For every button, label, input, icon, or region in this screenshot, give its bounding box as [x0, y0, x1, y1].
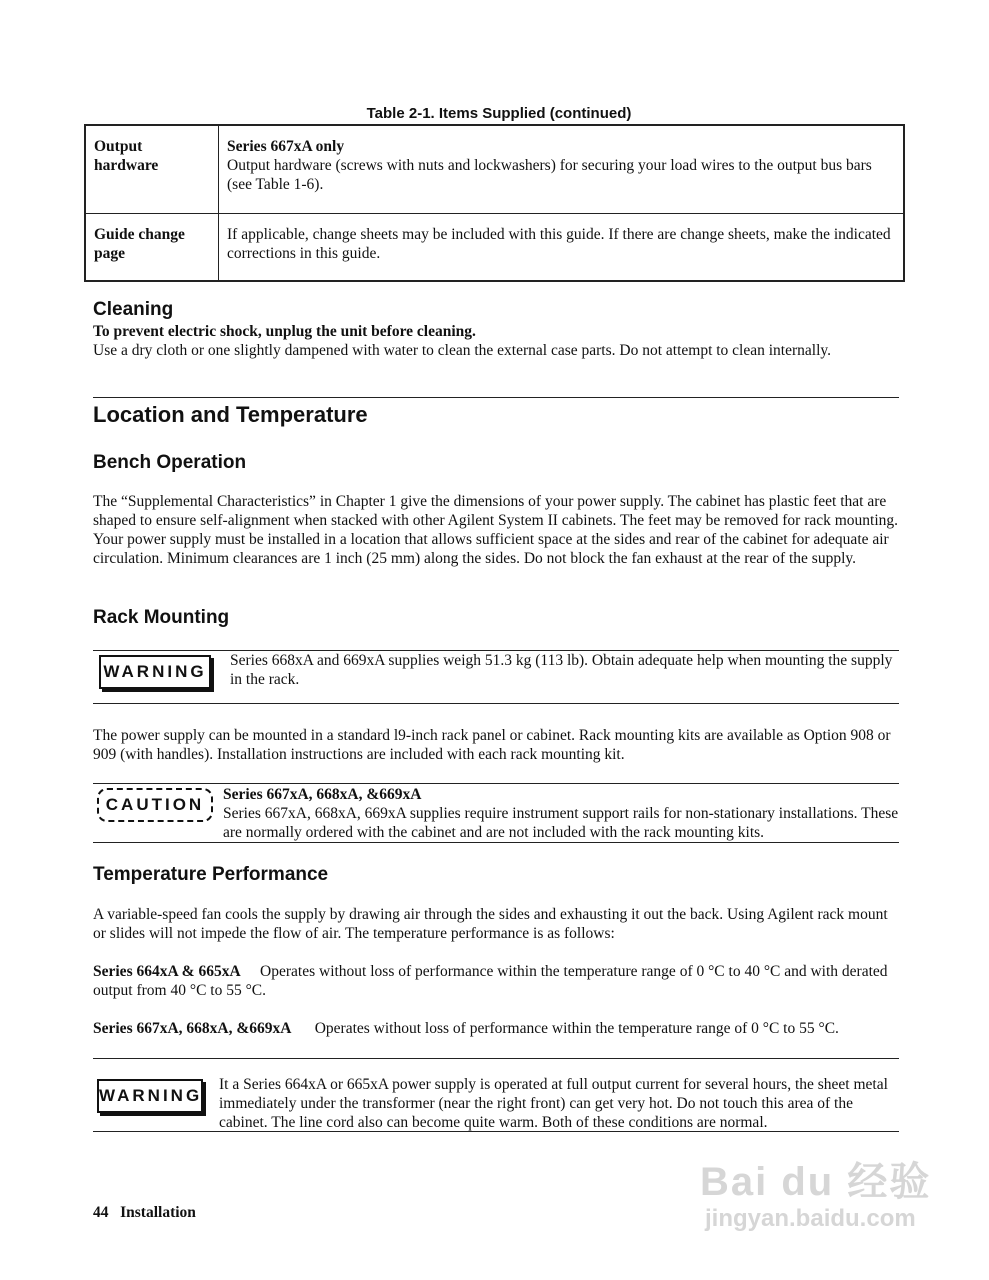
page-footer — [93, 1204, 196, 1222]
items-supplied-table — [84, 124, 905, 282]
table-row — [85, 125, 904, 214]
cleaning-warning: To prevent electric shock, unplug the unit before cleaning. — [93, 323, 476, 340]
warning-badge — [99, 655, 211, 689]
rack-text: The power supply can be mounted in a standard l9-inch rack panel or cabinet. Rack mounting kits are available as Option 908 or 909 (with handles). Installation instructions are included with each rack mounting kit. — [93, 727, 891, 763]
row-text: If applicable, change sheets may be included with this guide. If there are change sheets, make the indicated corrections in this guide. — [227, 226, 891, 262]
row-label-line: hardware — [94, 157, 159, 174]
footer-section: Installation — [120, 1204, 196, 1221]
table-caption: Table 2-1. Items Supplied (continued) — [366, 105, 632, 122]
row-label-line: Output — [94, 138, 143, 155]
spec-label: Series 664xA & 665xA — [93, 963, 241, 980]
row-label-line: Guide change — [94, 226, 185, 243]
cleaning-text: Use a dry cloth or one slightly dampened with water to clean the external case parts. Do not attempt to clean internally. — [93, 342, 832, 359]
caution-label: CAUTION — [105, 795, 205, 814]
row-label-line: page — [94, 245, 125, 262]
warning-text-2: It a Series 664xA or 665xA power supply is operated at full output current for several hours, the sheet metal immediately under the transformer (near the right front) can get very hot. Do not touch this area of the cabinet. The line cord also can become quite warm. Both of these conditions are normal. — [219, 1076, 888, 1131]
row-text: Output hardware (screws with nuts and lockwashers) for securing your load wires to the output bus bars (see Table 1-6). — [227, 157, 872, 193]
bench-heading: Bench Operation — [93, 452, 247, 473]
row-label — [85, 214, 219, 282]
watermark-logo: Bai du 经验 — [700, 1160, 932, 1204]
temperature-text: A variable-speed fan cools the supply by drawing air through the sides and exhausting it out the back. Using Agilent rack mount or slides will not impede the flow of air. The temperature performance is as follows: — [93, 906, 888, 942]
rack-heading: Rack Mounting — [93, 607, 230, 628]
row-label — [85, 125, 219, 214]
caution-top-rule — [93, 783, 899, 784]
caution-heading: Series 667xA, 668xA, &669xA — [223, 786, 422, 803]
warning-bottom-rule — [93, 703, 899, 704]
spec-text: Operates without loss of performance within the temperature range of 0 °C to 40 °C and with derated output from 40 °C to 55 °C. — [93, 963, 888, 999]
spec-664-665 — [93, 962, 899, 1000]
caution-text: Series 667xA, 668xA, 669xA supplies require instrument support rails for non-stationary installations. These are normally ordered with the cabinet and are not included with the rack mounting kits. — [223, 805, 899, 841]
temperature-heading: Temperature Performance — [93, 864, 329, 885]
caution-content — [223, 785, 899, 842]
page-number: 44 — [93, 1204, 109, 1221]
warning2-top-rule — [93, 1058, 899, 1059]
warning-badge-2 — [97, 1079, 203, 1113]
warning-text: Series 668xA and 669xA supplies weigh 51.3 kg (113 lb). Obtain adequate help when mounting the supply in the rack. — [230, 652, 893, 688]
row-heading: Series 667xA only — [227, 138, 345, 155]
caution-badge — [97, 788, 213, 822]
warning-label: WARNING — [103, 662, 207, 681]
caution-bottom-rule — [93, 842, 899, 843]
cleaning-heading: Cleaning — [93, 299, 174, 320]
spec-667-669 — [93, 1019, 899, 1038]
row-description — [219, 125, 905, 214]
spec-text: Operates without loss of performance within the temperature range of 0 °C to 55 °C. — [314, 1020, 839, 1037]
row-description — [219, 214, 905, 282]
watermark-url: jingyan.baidu.com — [705, 1205, 916, 1232]
table-row — [85, 214, 904, 282]
section-divider — [93, 397, 899, 398]
spec-label: Series 667xA, 668xA, &669xA — [93, 1020, 292, 1037]
warning2-bottom-rule — [93, 1131, 899, 1132]
bench-text: The “Supplemental Characteristics” in Chapter 1 give the dimensions of your power supply. The cabinet has plastic feet that are shaped to ensure self-alignment when stacked with other Agilent System II cabinets. The feet may be removed for rack mounting. Your power supply must be installed in a location that allows sufficient space at the sides and rear of the cabinet for adequate air circulation. Minimum clearances are 1 inch (25 mm) along the sides. Do not block the fan exhaust at the rear of the supply. — [93, 493, 899, 567]
warning-label-2: WARNING — [99, 1086, 203, 1105]
location-heading: Location and Temperature — [93, 402, 368, 427]
